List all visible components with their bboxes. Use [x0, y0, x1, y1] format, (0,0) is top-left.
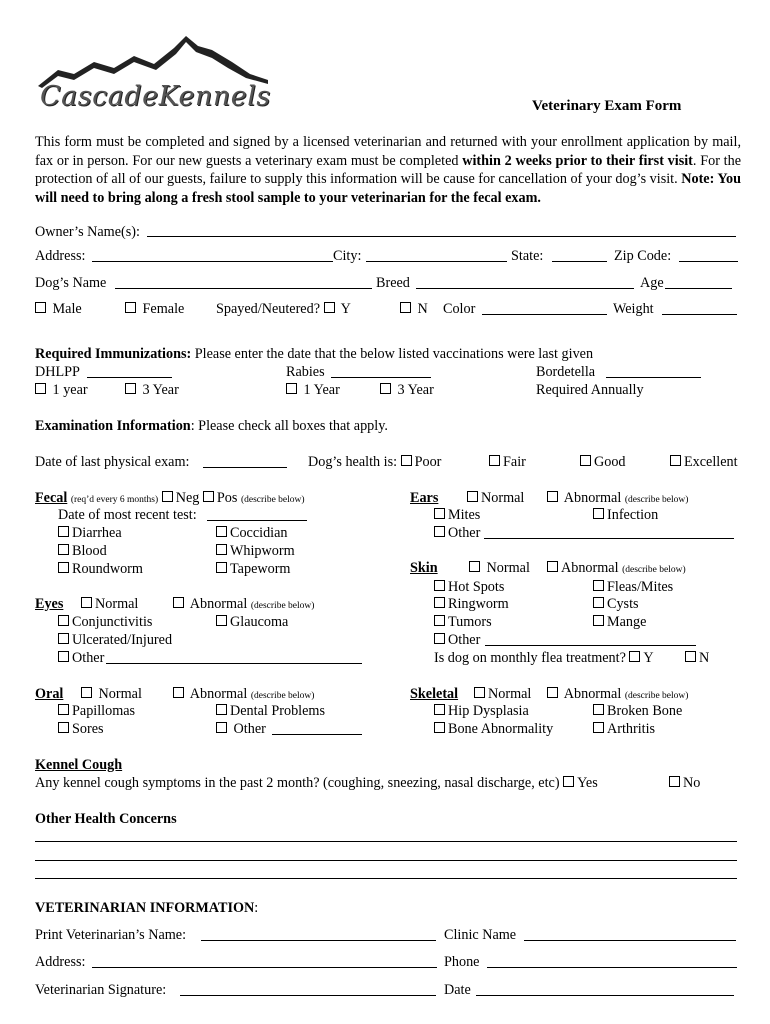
vet-heading-colon: : [254, 900, 259, 916]
excellent-label: Excellent [684, 454, 738, 470]
ulcerated-label: Ulcerated/Injured [72, 632, 173, 648]
dental-checkbox[interactable] [216, 704, 227, 715]
dhlpp-3year-option[interactable] [125, 382, 179, 399]
dhlpp-label: DHLPP [35, 364, 80, 380]
owner-names-label: Owner’s Name(s): [35, 224, 140, 240]
coccidian-option[interactable] [216, 525, 288, 542]
skin-other-checkbox[interactable] [434, 633, 445, 644]
fecal-neg-label: Neg [175, 490, 200, 506]
female-option[interactable] [125, 301, 184, 318]
flea-yes-label: Y [643, 650, 654, 666]
fecal-heading: Fecal [35, 490, 68, 506]
ulcerated-option[interactable] [58, 632, 172, 649]
immunizations-instruction: Please enter the date that the below listed vaccinations were last given [194, 346, 594, 362]
tapeworm-option[interactable] [216, 561, 290, 578]
cysts-option[interactable] [593, 596, 639, 613]
kennel-yes-label: Yes [577, 775, 598, 791]
eyes-normal-label: Normal [95, 596, 139, 612]
ears-abnormal-checkbox[interactable] [547, 491, 558, 502]
vet-address-label: Address: [35, 954, 86, 970]
dog-name-field[interactable] [115, 288, 372, 289]
bone-option[interactable] [434, 721, 553, 738]
cysts-label: Cysts [607, 596, 639, 612]
flea-no-checkbox[interactable] [685, 651, 696, 662]
mange-checkbox[interactable] [593, 615, 604, 626]
skeletal-heading-wrap [410, 686, 458, 703]
dhlpp-3year-label: 3 Year [142, 382, 179, 398]
skin-abnormal-option[interactable] [547, 560, 686, 579]
skeletal-abnormal-checkbox[interactable] [547, 687, 558, 698]
skeletal-describe: (describe below) [624, 691, 689, 701]
page-title: Veterinary Exam Form [532, 98, 682, 114]
kennel-no-checkbox[interactable] [669, 776, 680, 787]
hot-spots-checkbox[interactable] [434, 580, 445, 591]
zip-label: Zip Code: [614, 248, 672, 264]
immunizations-heading: Required Immunizations: [35, 346, 192, 362]
vet-heading: VETERINARIAN INFORMATION [35, 900, 255, 916]
blood-label: Blood [72, 543, 107, 559]
weight-field[interactable] [662, 314, 737, 315]
state-field[interactable] [552, 261, 607, 262]
sores-option[interactable] [58, 721, 104, 738]
health-label: Dog’s health is: [308, 454, 398, 470]
breed-field[interactable] [416, 288, 634, 289]
oral-describe: (describe below) [250, 691, 315, 701]
spayed-no-option[interactable] [400, 301, 428, 318]
ears-abnormal-label: Abnormal [563, 490, 622, 506]
whipworm-label: Whipworm [230, 543, 295, 559]
intro-paragraph [35, 133, 741, 207]
papillomas-checkbox[interactable] [58, 704, 69, 715]
skeletal-normal-checkbox[interactable] [474, 687, 485, 698]
ears-heading: Ears [410, 490, 439, 506]
rabies-1year-checkbox[interactable] [286, 383, 297, 394]
oral-heading-wrap [35, 686, 63, 703]
flea-question: Is dog on monthly flea treatment? [434, 650, 626, 666]
poor-label: Poor [414, 454, 442, 470]
conjunctivitis-checkbox[interactable] [58, 615, 69, 626]
arthritis-option[interactable] [593, 721, 655, 738]
skin-normal-option[interactable] [469, 560, 530, 577]
rabies-1year-label: 1 Year [303, 382, 340, 398]
date-label: Date [444, 982, 471, 998]
male-option[interactable] [35, 301, 82, 318]
logo-text: CascadeKennels [40, 81, 271, 112]
dhlpp-1year-checkbox[interactable] [35, 383, 46, 394]
flea-no-label: N [699, 650, 710, 666]
owner-names-field[interactable] [147, 236, 736, 237]
tumors-checkbox[interactable] [434, 615, 445, 626]
glaucoma-option[interactable] [216, 614, 288, 631]
rabies-3year-checkbox[interactable] [380, 383, 391, 394]
cysts-checkbox[interactable] [593, 597, 604, 608]
spayed-no-checkbox[interactable] [400, 302, 411, 313]
eyes-other-field[interactable] [106, 663, 362, 664]
exam-instruction: : Please check all boxes that apply. [190, 418, 388, 434]
dog-name-label: Dog’s Name [35, 275, 107, 291]
ears-other-option[interactable] [434, 525, 480, 542]
city-label: City: [333, 248, 362, 264]
ears-normal-checkbox[interactable] [467, 491, 478, 502]
dhlpp-1year-label: 1 year [52, 382, 88, 398]
vet-name-field[interactable] [201, 940, 436, 941]
fecal-recent-label: Date of most recent test: [58, 507, 197, 523]
fair-option[interactable] [489, 454, 526, 471]
fleas-option[interactable] [593, 579, 673, 596]
roundworm-option[interactable] [58, 561, 143, 578]
skin-describe: (describe below) [622, 565, 686, 575]
other-health-line-2[interactable] [35, 860, 737, 861]
other-health-heading: Other Health Concerns [35, 811, 177, 827]
rabies-field[interactable] [331, 377, 431, 378]
broken-label: Broken Bone [607, 703, 683, 719]
other-health-line-1[interactable] [35, 841, 737, 842]
excellent-checkbox[interactable] [670, 455, 681, 466]
date-field[interactable] [476, 995, 734, 996]
spayed-no-label: N [417, 301, 428, 317]
excellent-option[interactable] [670, 454, 738, 471]
kennel-no-option[interactable] [669, 775, 700, 792]
ulcerated-checkbox[interactable] [58, 633, 69, 644]
kennel-question: Any kennel cough symptoms in the past 2 month? (coughing, sneezing, nasal discharge, etc) [35, 775, 560, 791]
signature-label: Veterinarian Signature: [35, 982, 167, 998]
color-label: Color [443, 301, 476, 317]
age-field[interactable] [665, 288, 732, 289]
oral-normal-label: Normal [98, 686, 142, 702]
dhlpp-3year-checkbox[interactable] [125, 383, 136, 394]
roundworm-label: Roundworm [72, 561, 143, 577]
fleas-label: Fleas/Mites [607, 579, 674, 595]
good-option[interactable] [580, 454, 626, 471]
eyes-abnormal-option[interactable] [173, 596, 314, 615]
broken-checkbox[interactable] [593, 704, 604, 715]
sores-checkbox[interactable] [58, 722, 69, 733]
oral-abnormal-checkbox[interactable] [173, 687, 184, 698]
female-label: Female [142, 301, 185, 317]
phone-field[interactable] [487, 967, 737, 968]
good-label: Good [594, 454, 626, 470]
eyes-normal-option[interactable] [81, 596, 138, 613]
arthritis-checkbox[interactable] [593, 722, 604, 733]
oral-other-field[interactable] [272, 734, 362, 735]
flea-treatment-row [434, 650, 654, 667]
tumors-option[interactable] [434, 614, 492, 631]
last-exam-label: Date of last physical exam: [35, 454, 190, 470]
skeletal-normal-option[interactable] [474, 686, 531, 703]
zip-field[interactable] [679, 261, 738, 262]
dhlpp-1year-option[interactable] [35, 382, 88, 399]
weight-label: Weight [613, 301, 654, 317]
clinic-field[interactable] [524, 940, 736, 941]
skin-abnormal-label: Abnormal [561, 560, 619, 576]
intro-p2-bold: Note: You will need to bring along a fresh stool sample to your veterinarian for the fecal exam. [35, 171, 741, 206]
flea-no-option[interactable] [685, 650, 709, 667]
hip-label: Hip Dysplasia [448, 703, 529, 719]
hip-checkbox[interactable] [434, 704, 445, 715]
kennel-question-row [35, 775, 598, 792]
last-exam-field[interactable] [203, 467, 287, 468]
infection-checkbox[interactable] [593, 508, 604, 519]
eyes-other-label: Other [72, 650, 105, 666]
eyes-describe: (describe below) [250, 601, 315, 611]
mites-checkbox[interactable] [434, 508, 445, 519]
clinic-label: Clinic Name [444, 927, 517, 943]
breed-label: Breed [376, 275, 410, 291]
spayed-yes-label: Y [340, 301, 351, 317]
address-field[interactable] [92, 261, 333, 262]
skin-other-field[interactable] [485, 645, 696, 646]
blood-checkbox[interactable] [58, 544, 69, 555]
skeletal-heading: Skeletal [410, 686, 459, 702]
kennel-heading: Kennel Cough [35, 757, 123, 773]
poor-checkbox[interactable] [401, 455, 412, 466]
diarrhea-label: Diarrhea [72, 525, 122, 541]
skin-heading: Skin [410, 560, 438, 576]
immunizations-heading-row [35, 346, 593, 363]
hip-option[interactable] [434, 703, 529, 720]
skin-normal-checkbox[interactable] [469, 561, 480, 572]
bone-label: Bone Abnormality [448, 721, 554, 737]
bone-checkbox[interactable] [434, 722, 445, 733]
blood-option[interactable] [58, 543, 107, 560]
phone-label: Phone [444, 954, 480, 970]
ringworm-checkbox[interactable] [434, 597, 445, 608]
vet-address-field[interactable] [92, 967, 437, 968]
fair-label: Fair [503, 454, 526, 470]
ringworm-label: Ringworm [448, 596, 509, 612]
glaucoma-checkbox[interactable] [216, 615, 227, 626]
female-checkbox[interactable] [125, 302, 136, 313]
dental-option[interactable] [216, 703, 325, 720]
state-label: State: [511, 248, 544, 264]
conjunctivitis-option[interactable] [58, 614, 152, 631]
hot-spots-option[interactable] [434, 579, 504, 596]
ears-normal-label: Normal [481, 490, 525, 506]
oral-heading: Oral [35, 686, 64, 702]
exam-heading: Examination Information [35, 418, 191, 434]
vet-name-label: Print Veterinarian’s Name: [35, 927, 187, 943]
arthritis-label: Arthritis [607, 721, 656, 737]
mites-option[interactable] [434, 507, 480, 524]
tapeworm-checkbox[interactable] [216, 562, 227, 573]
good-checkbox[interactable] [580, 455, 591, 466]
age-label: Age [640, 275, 664, 291]
coccidian-checkbox[interactable] [216, 526, 227, 537]
eyes-normal-checkbox[interactable] [81, 597, 92, 608]
coccidian-label: Coccidian [230, 525, 288, 541]
skin-other-label: Other [448, 632, 481, 648]
eyes-other-checkbox[interactable] [58, 651, 69, 662]
city-field[interactable] [366, 261, 507, 262]
rabies-3year-label: 3 Year [397, 382, 434, 398]
vet-heading-row [35, 900, 258, 917]
infection-option[interactable] [593, 507, 658, 524]
ears-other-field[interactable] [484, 538, 734, 539]
oral-other-option[interactable] [216, 721, 266, 738]
ears-other-checkbox[interactable] [434, 526, 445, 537]
conjunctivitis-label: Conjunctivitis [72, 614, 153, 630]
mange-label: Mange [607, 614, 647, 630]
intro-p1: This form must be completed and signed by a licensed veterinarian and returned with your enrollment application by mail, fax or in person. For our new guests a veterinary exam must be completed [35, 134, 741, 169]
whipworm-checkbox[interactable] [216, 544, 227, 555]
flea-yes-checkbox[interactable] [629, 651, 640, 662]
eyes-abnormal-checkbox[interactable] [173, 597, 184, 608]
oral-normal-option[interactable] [81, 686, 142, 703]
papillomas-option[interactable] [58, 703, 135, 720]
fecal-pos-checkbox[interactable] [203, 491, 214, 502]
infection-label: Infection [607, 507, 659, 523]
ears-other-label: Other [448, 525, 481, 541]
intro-p2: . For the protection of all of our guests, failure to supply this information will be cause for cancellation of your dog’s visit. [35, 152, 742, 187]
other-health-line-3[interactable] [35, 878, 737, 879]
health-row [308, 454, 441, 471]
address-label: Address: [35, 248, 86, 264]
bordetella-label: Bordetella [536, 364, 596, 380]
fecal-pos-label: Pos [216, 490, 238, 506]
skin-normal-label: Normal [486, 560, 530, 576]
fair-checkbox[interactable] [489, 455, 500, 466]
oral-other-checkbox[interactable] [216, 722, 227, 733]
spayed-label [216, 301, 351, 318]
skeletal-abnormal-label: Abnormal [563, 686, 622, 702]
fecal-neg-checkbox[interactable] [162, 491, 173, 502]
diarrhea-checkbox[interactable] [58, 526, 69, 537]
fecal-describe: (describe below) [240, 495, 305, 505]
skin-heading-wrap [410, 560, 438, 577]
exam-heading-row [35, 418, 388, 435]
tumors-label: Tumors [448, 614, 492, 630]
male-label: Male [52, 301, 82, 317]
skin-other-option[interactable] [434, 632, 480, 649]
color-field[interactable] [482, 314, 607, 315]
oral-normal-checkbox[interactable] [81, 687, 92, 698]
rabies-label: Rabies [286, 364, 325, 380]
fleas-checkbox[interactable] [593, 580, 604, 591]
diarrhea-option[interactable] [58, 525, 122, 542]
fecal-note: (req’d every 6 months) [70, 495, 159, 505]
male-checkbox[interactable] [35, 302, 46, 313]
ears-normal-option[interactable] [467, 490, 524, 507]
hot-spots-label: Hot Spots [448, 579, 505, 595]
eyes-abnormal-label: Abnormal [189, 596, 248, 612]
skeletal-normal-label: Normal [488, 686, 532, 702]
rabies-3year-option[interactable] [380, 382, 434, 399]
mange-option[interactable] [593, 614, 646, 631]
sores-label: Sores [72, 721, 104, 737]
spayed-text: Spayed/Neutered? [216, 301, 320, 317]
dhlpp-field[interactable] [87, 377, 172, 378]
oral-other-label: Other [233, 721, 266, 737]
papillomas-label: Papillomas [72, 703, 136, 719]
ringworm-option[interactable] [434, 596, 509, 613]
eyes-heading-wrap [35, 596, 63, 613]
roundworm-checkbox[interactable] [58, 562, 69, 573]
glaucoma-label: Glaucoma [230, 614, 289, 630]
spayed-yes-checkbox[interactable] [324, 302, 335, 313]
mites-label: Mites [448, 507, 481, 523]
rabies-1year-option[interactable] [286, 382, 340, 399]
whipworm-option[interactable] [216, 543, 295, 560]
ears-describe: (describe below) [624, 495, 689, 505]
oral-abnormal-label: Abnormal [189, 686, 248, 702]
tapeworm-label: Tapeworm [230, 561, 291, 577]
kennel-yes-checkbox[interactable] [563, 776, 574, 787]
kennel-no-label: No [683, 775, 701, 791]
signature-field[interactable] [180, 995, 436, 996]
eyes-heading: Eyes [35, 596, 64, 612]
eyes-other-option[interactable] [58, 650, 104, 667]
bordetella-field[interactable] [606, 377, 701, 378]
dental-label: Dental Problems [230, 703, 325, 719]
broken-option[interactable] [593, 703, 682, 720]
fecal-recent-field[interactable] [207, 520, 307, 521]
skin-abnormal-checkbox[interactable] [547, 561, 558, 572]
intro-p1-bold: within 2 weeks prior to their first visit [462, 152, 693, 169]
required-annually: Required Annually [536, 382, 644, 398]
ears-row [410, 490, 438, 507]
